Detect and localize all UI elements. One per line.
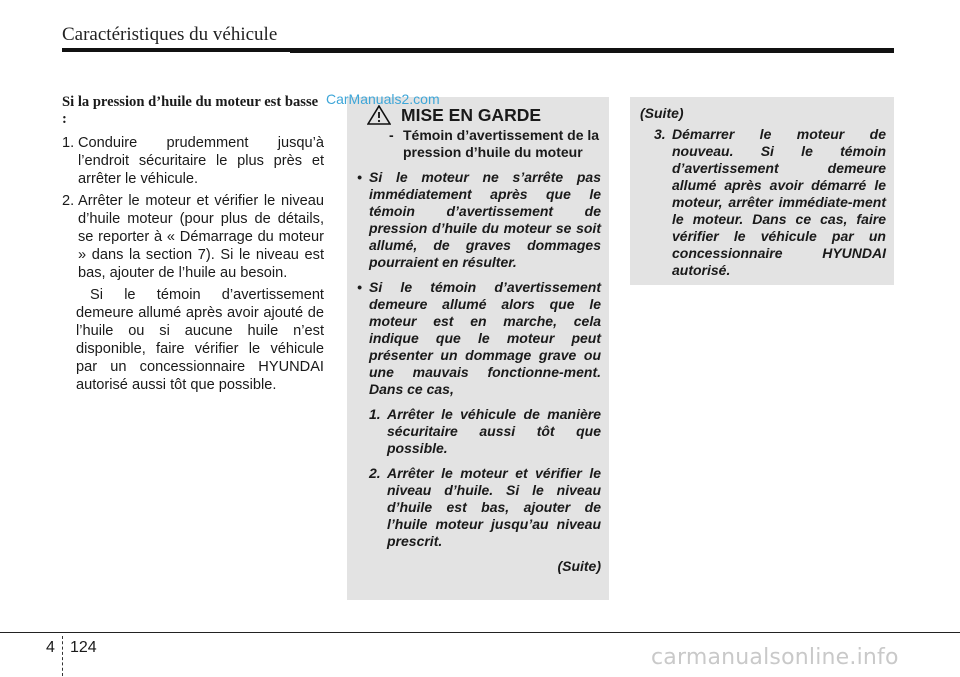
step-text: Arrêter le véhicule de manière sécuritaire aussi tôt que possible.	[387, 406, 601, 456]
warning-header	[357, 105, 601, 125]
page-number: 124	[70, 639, 97, 656]
bullet-text: Si le moteur ne s’arrête pas immédiatement après que le témoin d’avertissement de pression d’huile du moteur se soit allumé, de graves dommages pourraient en résulter.	[369, 169, 601, 270]
step-text: Arrêter le moteur et vérifier le niveau d’huile. Si le niveau d’huile est bas, ajouter de l’huile moteur jusqu’au niveau prescrit.	[387, 465, 601, 549]
page-separator	[62, 636, 63, 676]
continued-warning-box	[630, 97, 894, 285]
warning-bullet	[357, 279, 601, 398]
continued-label: (Suite)	[557, 558, 601, 574]
step-number: 2.	[62, 193, 75, 209]
warning-step-1	[369, 406, 601, 457]
warning-box	[347, 97, 609, 600]
continued-label: (Suite)	[640, 105, 684, 121]
section-number: 4	[46, 639, 55, 656]
bullet-text: Si le témoin d’avertissement demeure allumé alors que le moteur est en marche, cela indique que le moteur peut présenter un dommage grave ou une mauvais fonctionne-ment. Dans ce cas,	[369, 279, 601, 397]
step-text: Démarrer le moteur de nouveau. Si le témoin d’avertissement demeure allumé après avoir démarré le moteur, arrêter immédiate-ment le moteur. Dans ce cas, faire vérifier le véhicule par un concessionnaire HYUNDAI autorisé.	[672, 126, 886, 278]
bullet-dot: •	[357, 169, 362, 185]
step-text: Conduire prudemment jusqu’à l’endroit sécuritaire le plus près et arrêter le véhicule.	[78, 135, 324, 187]
step-1	[62, 134, 324, 188]
site-watermark[interactable]: carmanualsonline.info	[651, 645, 899, 670]
warning-step-3	[654, 126, 886, 279]
followup-paragraph: Si le témoin d’avertissement demeure allumé après avoir ajouté de l’huile ou si aucune huile n’est disponible, faire vérifier le véhicule par un concessionnaire HYUNDAI autorisé aussi tôt que possible.	[76, 287, 324, 393]
step-number: 3.	[654, 126, 666, 142]
step-number: 1.	[369, 406, 381, 422]
bullet-dot: •	[357, 279, 362, 295]
header-rule-thin	[290, 52, 894, 53]
warning-triangle-icon	[367, 105, 391, 125]
warning-subtitle-text: Témoin d’avertissement de la pression d’huile du moteur	[403, 127, 600, 160]
step-2	[62, 192, 324, 282]
warning-title: MISE EN GARDE	[401, 105, 542, 125]
warning-bullet	[357, 169, 601, 271]
footer-rule	[0, 632, 960, 633]
step-text: Arrêter le moteur et vérifier le niveau d’huile moteur (pour plus de détails, se reporter à « Démarrage du moteur » dans la section 7). Si le niveau est bas, ajouter de l’huile au besoin.	[78, 193, 324, 281]
watermark-link[interactable]: CarManuals2.com	[326, 91, 440, 107]
left-column	[62, 94, 324, 394]
warning-step-2	[369, 465, 601, 550]
section-subhead: Si la pression d’huile du moteur est basse :	[62, 94, 319, 127]
warning-subtitle	[389, 127, 601, 161]
step-number: 2.	[369, 465, 381, 481]
step-number: 1.	[62, 135, 75, 151]
page-header-title: Caractéristiques du véhicule	[62, 24, 278, 45]
subtitle-dash: -	[389, 127, 394, 143]
